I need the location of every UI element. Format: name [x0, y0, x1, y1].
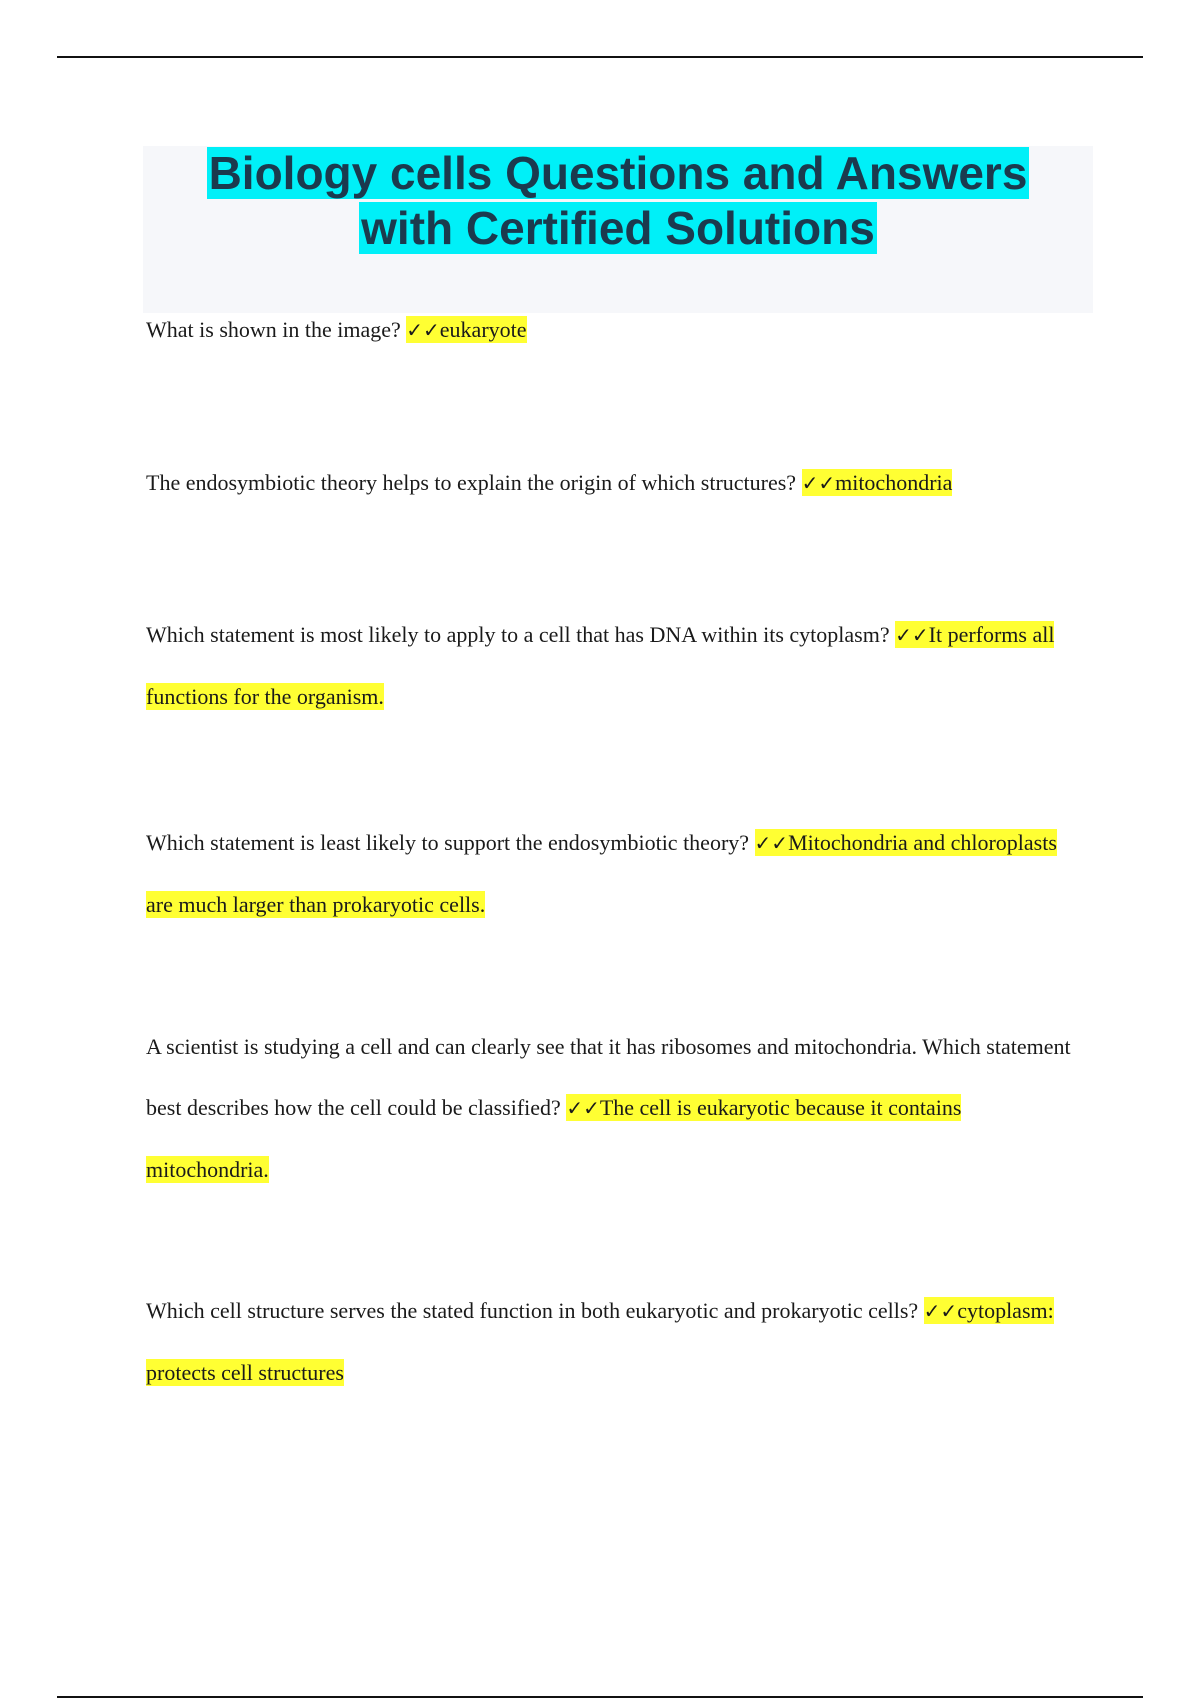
question-text: Which cell structure serves the stated function in both eukaryotic and prokaryotic cells?	[146, 1298, 919, 1323]
title-banner	[143, 146, 1093, 313]
double-check-icon: ✓✓	[923, 1299, 958, 1323]
qa-item-3	[146, 604, 1086, 727]
question-text: A scientist is studying a cell and can clearly see that it has ribosomes and mitochondria. Which statement best describes how the cell could be classified?	[146, 1034, 1071, 1120]
qa-item-6	[146, 1280, 1086, 1403]
double-check-icon: ✓✓	[754, 831, 789, 855]
answer-text: mitochondria	[835, 470, 953, 495]
qa-item-5	[146, 1016, 1086, 1200]
double-check-icon: ✓✓	[566, 1096, 600, 1120]
double-check-icon: ✓✓	[801, 471, 836, 495]
top-rule	[57, 56, 1143, 58]
answer-highlight	[802, 469, 953, 496]
qa-item-2	[146, 452, 1086, 514]
question-text: The endosymbiotic theory helps to explain the origin of which structures?	[146, 470, 797, 495]
double-check-icon: ✓✓	[406, 318, 440, 342]
answer-highlight	[406, 316, 526, 343]
question-text: Which statement is most likely to apply to a cell that has DNA within its cytoplasm?	[146, 622, 890, 647]
answer-text: Mitochondria and chloroplasts are much larger than prokaryotic cells.	[146, 830, 1057, 917]
double-check-icon: ✓✓	[895, 623, 929, 647]
question-text: Which statement is least likely to support the endosymbiotic theory?	[146, 830, 750, 855]
qa-item-4	[146, 812, 1086, 935]
answer-text: The cell is eukaryotic because it contains mitochondria.	[146, 1095, 962, 1182]
page-title	[143, 146, 1093, 256]
answer-text: eukaryote	[439, 317, 527, 342]
title-line-2: with Certified Solutions	[361, 202, 875, 254]
qa-item-1	[146, 299, 1086, 361]
question-text: What is shown in the image?	[146, 317, 401, 342]
answer-text: cytoplasm: protects cell structures	[146, 1298, 1054, 1385]
bottom-rule	[57, 1696, 1143, 1698]
answer-text: It performs all functions for the organism.	[146, 622, 1055, 709]
title-line-1: Biology cells Questions and Answers	[208, 147, 1028, 199]
